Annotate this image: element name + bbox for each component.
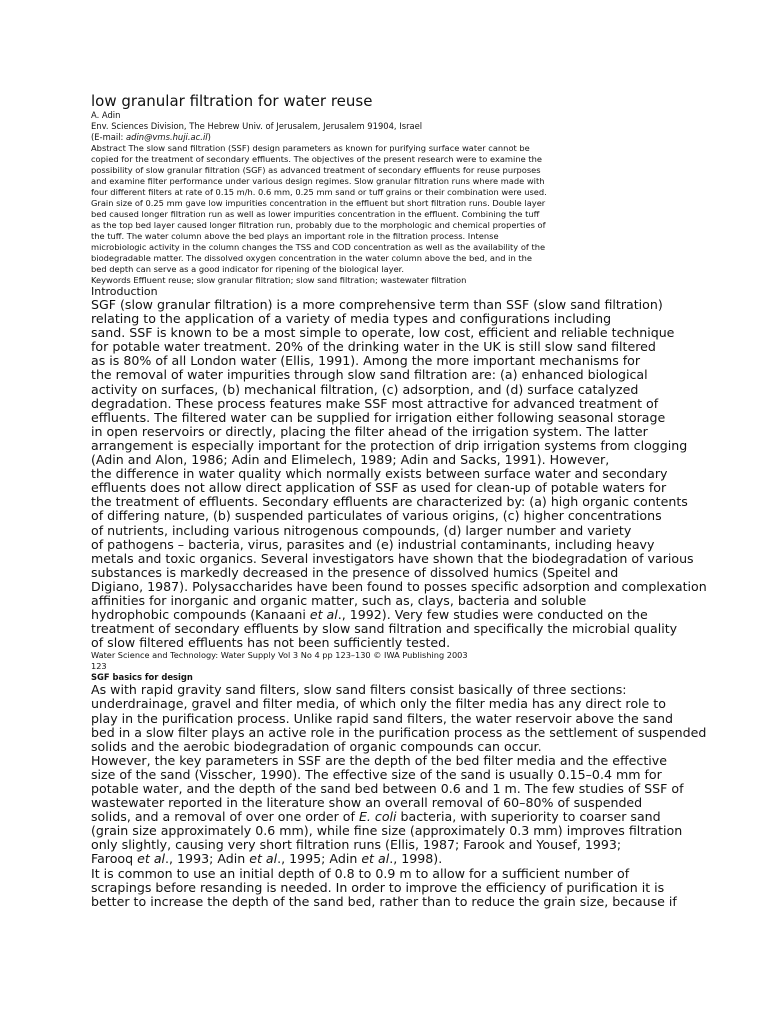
author-block [91,110,708,143]
body-line: as is 80% of all London water (Ellis, 1991). Among the more important mechanisms for [91,353,641,369]
body-line: As with rapid gravity sand filters, slow sand filters consist basically of three sections: [91,682,627,698]
introduction-heading: Introduction [91,285,158,298]
body-line: the difference in water quality which normally exists between surface water and secondary [91,466,668,482]
body-line: Digiano, 1987). Polysaccharides have been found to posses specific adsorption and complexation [91,578,707,594]
body-line: affinities for inorganic and organic matter, such as, clays, bacteria and soluble [91,592,587,608]
affiliation: Env. Sciences Division, The Hebrew Univ. of Jerusalem, Jerusalem 91904, Israel [91,121,423,131]
body-line: solids and the aerobic biodegradation of organic compounds can occur. [91,738,542,754]
abstract-line: as the top bed layer caused longer filtration run, probably due to the morphologic and chemical properties of [91,220,546,230]
abstract [91,143,708,286]
body-line: (Adin and Alon, 1986; Adin and Elimelech, 1989; Adin and Sacks, 1991). However, [91,452,610,468]
body-line: of pathogens – bacteria, virus, parasites and (e) industrial contaminants, including heavy [91,536,655,552]
abstract-line: bed caused longer filtration run as well as lower impurities concentration in the effluent. Combining the tuff [91,209,540,219]
keywords-label: Keywords [91,275,131,285]
body-line: sand. SSF is known to be a most simple to operate, low cost, efficient and reliable technique [91,325,675,341]
body-line: It is common to use an initial depth of 0.8 to 0.9 m to allow for a sufficient number of [91,865,630,881]
body-line: for potable water treatment. 20% of the drinking water in the UK is still slow sand filtered [91,339,656,355]
body-line: the removal of water impurities through slow sand filtration are: (a) enhanced biological [91,367,648,383]
body-line: wastewater reported in the literature show an overall removal of 60–80% of suspended [91,795,643,811]
abstract-line: Grain size of 0.25 mm gave low impurities concentration in the effluent but short filtration runs. Double layer [91,198,546,208]
body-line: substances is markedly decreased in the presence of dissolved humics (Speitel and [91,564,619,580]
body-line: treatment of secondary effluents by slow sand filtration and specifically the microbial quality [91,621,678,637]
body-line: underdrainage, gravel and filter media, of which only the filter media has any direct role to [91,696,666,712]
body-line: effluents does not allow direct application of SSF as used for clean-up of potable waters for [91,480,667,496]
body-line: play in the purification process. Unlike rapid sand filters, the water reservoir above the sand [91,710,673,726]
body-line: potable water, and the depth of the sand bed between 0.6 and 1 m. The few studies of SSF of [91,781,684,796]
keywords: Effluent reuse; slow granular filtration; slow sand filtration; wastewater filtration [130,275,467,285]
abstract-line: possibility of slow granular filtration (SGF) as advanced treatment of secondary effluents for reuse purposes [91,165,541,175]
author-name: A. Adin [91,110,121,120]
body-line: of nutrients, including various nitrogenous compounds, (d) larger number and variety [91,522,632,538]
body-line: effluents. The filtered water can be supplied for irrigation either following seasonal storage [91,409,666,425]
email-line: (E-mail: adin@vms.huji.ac.il) [91,132,211,142]
body-line: of slow filtered effluents has not been sufficiently tested. [91,635,451,651]
body-line: arrangement is especially important for the protection of drip irrigation systems from clogging [91,437,688,453]
abstract-line: microbiologic activity in the column changes the TSS and COD concentration as well as the availability of the [91,242,546,252]
keywords-line [91,275,708,286]
abstract-line: the tuff. The water column above the bed plays an important role in the filtration process. Intense [91,231,499,241]
body-line: activity on surfaces, (b) mechanical filtration, (c) adsorption, and (d) surface catalyzed [91,381,639,397]
body-line: size of the sand (Visscher, 1990). The effective size of the sand is usually 0.15–0.4 mm for [91,766,662,782]
body-line: bed in a slow filter plays an active role in the purification process as the settlement of suspended [91,724,707,740]
page-number: 123 [91,660,107,671]
paper-title: low granular filtration for water reuse [91,92,373,110]
abstract-line: bed depth can serve as a good indicator for ripening of the biological layer. [91,264,404,274]
body-line: only slightly, causing very short filtration runs (Ellis, 1987; Farook and Yousef, 1993; [91,837,622,853]
body-line: better to increase the depth of the sand bed, rather than to reduce the grain size, because if [91,893,677,909]
body-line: solids, and a removal of over one order of E. coli bacteria, with superiority to coarser sand [91,809,661,825]
journal-citation: Water Science and Technology: Water Supply Vol 3 No 4 pp 123–130 © IWA Publishing 2003 [91,650,468,661]
body-line: (grain size approximately 0.6 mm), while fine size (approximately 0.3 mm) improves filtration [91,823,683,839]
abstract-line: four different filters at rate of 0.15 m/h. 0.6 mm, 0.25 mm sand or tuff grains or their combination were used. [91,187,547,197]
body-line: degradation. These process features make SSF most attractive for advanced treatment of [91,395,659,411]
body-line: hydrophobic compounds (Kanaani et al., 1992). Very few studies were conducted on the [91,607,648,623]
abstract-label: Abstract [91,143,126,153]
journal-footer [91,650,708,671]
body-line: Farooq et al., 1993; Adin et al., 1995; Adin et al., 1998). [91,851,443,867]
body-line: scrapings before resanding is needed. In order to improve the efficiency of purification it is [91,879,665,895]
body-line: of differing nature, (b) suspended particulates of various origins, (c) higher concentrations [91,508,662,524]
body-line: in open reservoirs or directly, placing the filter ahead of the irrigation system. The latter [91,423,648,439]
abstract-line: and examine filter performance under various design regimes. Slow granular filtration runs where made with [91,176,545,186]
body-line: the treatment of effluents. Secondary effluents are characterized by: (a) high organic contents [91,494,688,510]
body-line: metals and toxic organics. Several investigators have shown that the biodegradation of various [91,550,694,566]
body-line: However, the key parameters in SSF are the depth of the bed filter media and the effective [91,752,667,768]
email-address: adin@vms.huji.ac.il [126,132,208,142]
abstract-line: copied for the treatment of secondary effluents. The objectives of the present research were to examine the [91,154,542,164]
sgf-basics-body [91,683,708,909]
abstract-line: biodegradable matter. The dissolved oxygen concentration in the water column above the bed, and in the [91,253,532,263]
body-line: SGF (slow granular filtration) is a more comprehensive term than SSF (slow sand filtration) [91,297,663,312]
abstract-line: Abstract The slow sand filtration (SSF) design parameters as known for purifying surface water cannot be [91,143,530,153]
section-heading: SGF basics for design [91,672,193,683]
body-line: relating to the application of a variety of media types and configurations including [91,311,612,327]
introduction-body [91,298,708,650]
